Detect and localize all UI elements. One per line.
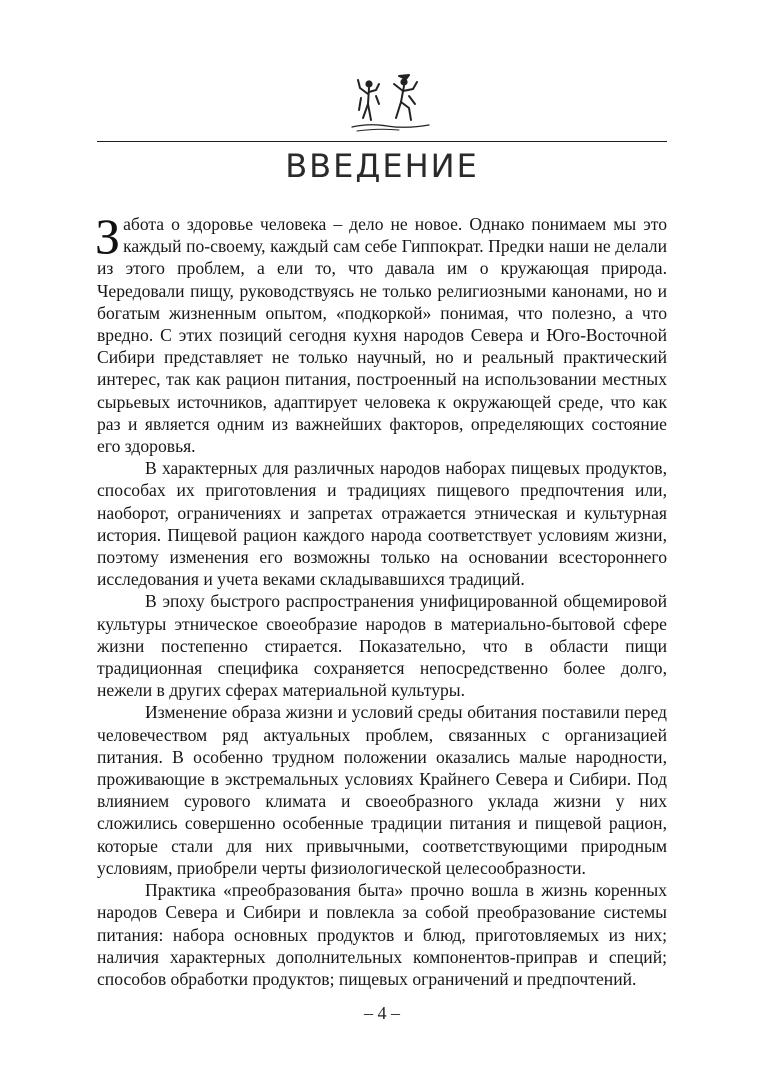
paragraph: Изменение образа жизни и условий среды обитания поставили перед человечеством ряд актуальных проблем, связанных с организацией питания. В особенно трудном положении оказались малые народности, проживающие в экстремальных условиях Крайнего Севера и Сибири. Под влиянием сурового климата и своеобразного уклада жизни у них сложились совершенно особенные традиции питания и пищевой рацион, которые стали для них привычными, соответствующими природным условиям, приобрели черты физиологической целесообразности. bbox=[97, 702, 667, 878]
paragraph: В эпоху быстрого распространения унифицированной общемировой культуры этническое своеобразие народов в материально-бытовой сфере жизни постепенно стирается. Показательно, что в области пищи традиционная специфика сохраняется непосредственно более долго, нежели в других сферах материальной культуры. bbox=[97, 591, 667, 701]
paragraph: Практика «преобразования быта» прочно вошла в жизнь коренных народов Севера и Сибири и повлекла за собой преобразование системы питания: набора основных продуктов и блюд, приготовляемых из них; наличия характерных дополнительных компонентов-приправ и специй; способов обработки продуктов; пищевых ограничений и предпочтений. bbox=[97, 880, 667, 989]
heading-rule bbox=[97, 141, 667, 142]
chapter-text bbox=[95, 208, 667, 990]
page-title: ВВЕДЕНИЕ bbox=[285, 147, 479, 185]
intro-text: абота о здоровье человека – дело не новое. Однако понимаем мы это каждый по-своему, каждый сам себе Гиппократ. Предки наши не делали из этого проблем, а ели то, что давала им о кружающая природа. Чередовали пищу, руководствуясь не только религиозными канонами, но и богатым жизненным опытом, «подкоркой» понимая, что полезно, а что вредно. С этих позиций сегодня кухня народов Севера и Юго-Восточной Сибири представляет не только научный, но и реальный практический интерес, так как рацион питания, построенный на использовании местных сырьевых источников, адаптирует человека к окружающей среде, что как раз и является одним из важнейших факторов, определяющих состояние его здоровья. bbox=[97, 214, 667, 457]
paragraph: В характерных для различных народов наборах пищевых продуктов, способах их приготовления и традициях пищевого предпочтения или, наоборот, ограничениях и запретах отражается этническая и культурная история. Пищевой рацион каждого народа соответствует условиям жизни, поэтому изменения его возможны только на основании всестороннего исследования и учета веками складывавшихся традиций. bbox=[97, 458, 667, 590]
intro-paragraph bbox=[95, 208, 667, 457]
dancing-figures-icon bbox=[349, 70, 431, 134]
page-number: – 4 – bbox=[364, 1003, 400, 1023]
drop-cap: З bbox=[95, 208, 121, 264]
